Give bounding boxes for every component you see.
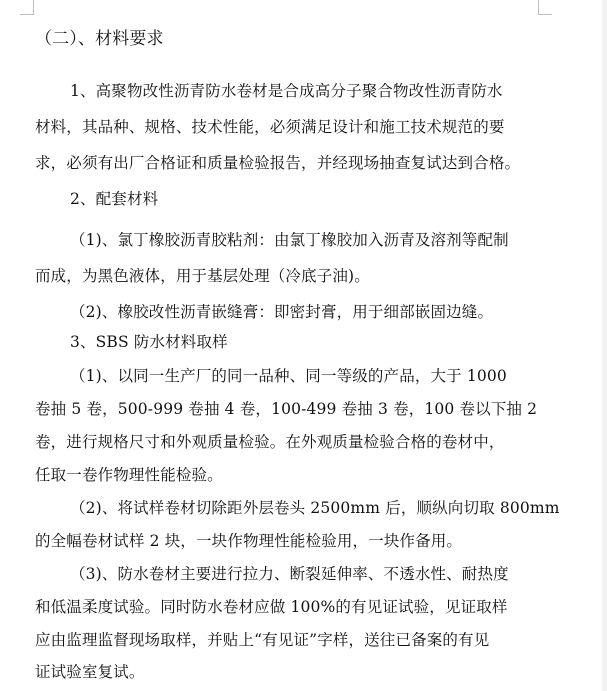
paragraph-line: 任取一卷作物理性能检验。 — [35, 466, 223, 484]
paragraph-line: 的全幅卷材试样 2 块，一块作物理性能检验用，一块作备用。 — [35, 532, 463, 550]
crop-mark-top-left — [33, 0, 34, 14]
paragraph-line: 卷抽 5 卷，500-999 卷抽 4 卷，100-499 卷抽 3 卷，100 卷以下抽 2 — [35, 400, 538, 418]
page-edge — [602, 0, 607, 691]
paragraph-line: 应由监理监督现场取样，并贴上“有见证”字样，送往已备案的有见 — [35, 631, 490, 649]
paragraph-line: 2、配套材料 — [70, 190, 159, 208]
paragraph-line: 3、SBS 防水材料取样 — [70, 333, 228, 351]
paragraph-line: （2)、将试样卷材切除距外层卷头 2500mm 后，顺纵向切取 800mm — [70, 499, 560, 517]
section-heading: （二）、材料要求 — [35, 29, 164, 49]
paragraph-line: 求，必须有出厂合格证和质量检验报告，并经现场抽查复试达到合格。 — [35, 154, 521, 172]
paragraph-line: （1)、氯丁橡胶沥青胶粘剂：由氯丁橡胶加入沥青及溶剂等配制 — [70, 231, 509, 249]
paragraph-line: 和低温柔度试验。同时防水卷材应做 100%的有见证试验，见证取样 — [35, 598, 508, 616]
paragraph-line: 材料，其品种、规格、技术性能，必须满足设计和施工技术规范的要 — [35, 118, 505, 136]
paragraph-line: 1、高聚物改性沥青防水卷材是合成高分子聚合物改性沥青防水 — [70, 82, 503, 100]
paragraph-line: 而成，为黑色液体，用于基层处理（冷底子油)。 — [35, 267, 370, 285]
paragraph-line: 证试验室复试。 — [35, 663, 145, 681]
paragraph-line: （1)、以同一生产厂的同一品种、同一等级的产品，大于 1000 — [70, 367, 507, 385]
crop-mark-top-right — [538, 14, 552, 15]
paragraph-line: （3)、防水卷材主要进行拉力、断裂延伸率、不透水性、耐热度 — [70, 565, 509, 583]
crop-mark-top-left — [20, 14, 34, 15]
paragraph-line: （2)、橡胶改性沥青嵌缝膏：即密封膏，用于细部嵌固边缝。 — [70, 303, 494, 321]
crop-mark-top-right — [538, 0, 539, 14]
paragraph-line: 卷，进行规格尺寸和外观质量检验。在外观质量检验合格的卷材中， — [35, 433, 505, 451]
